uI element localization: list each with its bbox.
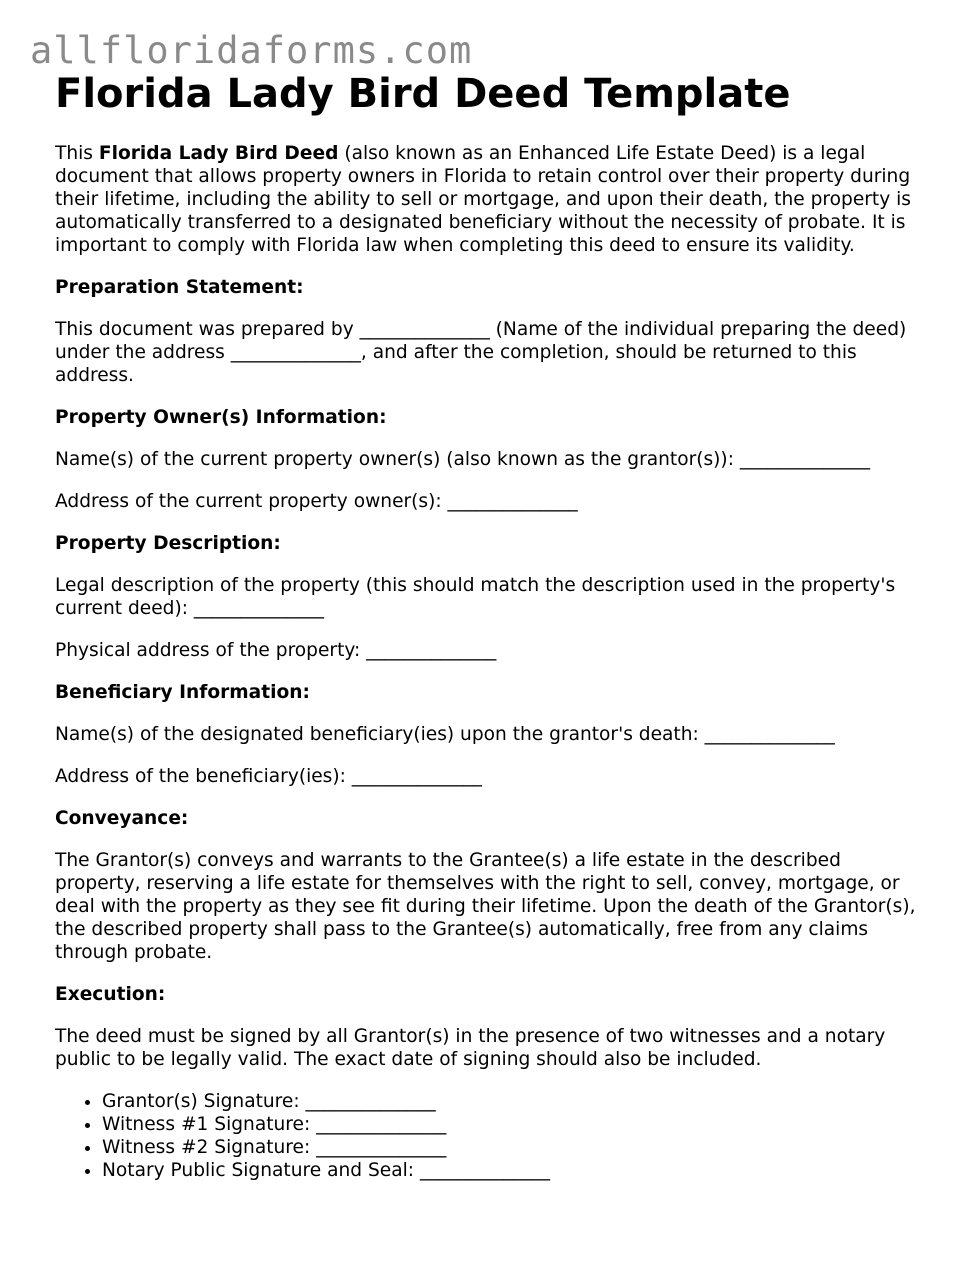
list-item: • Grantor(s) Signature: ______________ [102, 1090, 930, 1113]
execution-text: The deed must be signed by all Grantor(s) in the presence of two witnesses and a notary public to be legally valid. The exact date of signing should also be included. [55, 1026, 886, 1070]
list-item: • Notary Public Signature and Seal: ______________ [102, 1159, 930, 1182]
conveyance-heading: Conveyance: [55, 808, 189, 829]
preparation-text: This document was prepared by ______________ (Name of the individual preparing the deed) under the address ______________, and after the completion, should be returned to this address. [55, 319, 907, 386]
beneficiary-heading: Beneficiary Information: [55, 682, 310, 703]
list-item: • Witness #2 Signature: ______________ [102, 1136, 930, 1159]
beneficiary-name-line: Name(s) of the designated beneficiary(ies) upon the grantor's death: ______________ [55, 724, 835, 745]
execution-heading: Execution: [55, 984, 166, 1005]
property-heading: Property Description: [55, 533, 281, 554]
property-physical-line: Physical address of the property: ______________ [55, 640, 497, 661]
watermark: allfloridaforms.com [30, 29, 473, 72]
intro-before: This [55, 143, 99, 164]
beneficiary-address-line: Address of the beneficiary(ies): ______________ [55, 766, 482, 787]
signature-list [55, 1090, 930, 1182]
page-title: Florida Lady Bird Deed Template [55, 71, 791, 117]
preparation-heading: Preparation Statement: [55, 277, 304, 298]
owner-name-line: Name(s) of the current property owner(s) (also known as the grantor(s)): ______________ [55, 449, 871, 470]
intro-after: (also known as an Enhanced Life Estate Deed) is a legal document that allows property owners in Florida to retain control over their property during their lifetime, including the ability to sell or mortgage, and upon their death, the property is automatically transferred to a designated beneficiary without the necessity of probate. It is important to comply with Florida law when completing this deed to ensure its validity. [55, 143, 911, 256]
property-legal-line: Legal description of the property (this should match the description used in the property's current deed): ______________ [55, 575, 896, 619]
owner-address-line: Address of the current property owner(s): ______________ [55, 491, 578, 512]
intro-paragraph [55, 142, 930, 257]
document-page [55, 70, 930, 1182]
list-item: • Witness #1 Signature: ______________ [102, 1113, 930, 1136]
owner-heading: Property Owner(s) Information: [55, 407, 387, 428]
conveyance-text: The Grantor(s) conveys and warrants to the Grantee(s) a life estate in the described property, reserving a life estate for themselves with the right to sell, convey, mortgage, or deal with the property as they see fit during their lifetime. Upon the death of the Grantor(s), the described property shall pass to the Grantee(s) automatically, free from any claims through probate. [55, 850, 916, 963]
intro-bold-term: Florida Lady Bird Deed [98, 143, 339, 164]
